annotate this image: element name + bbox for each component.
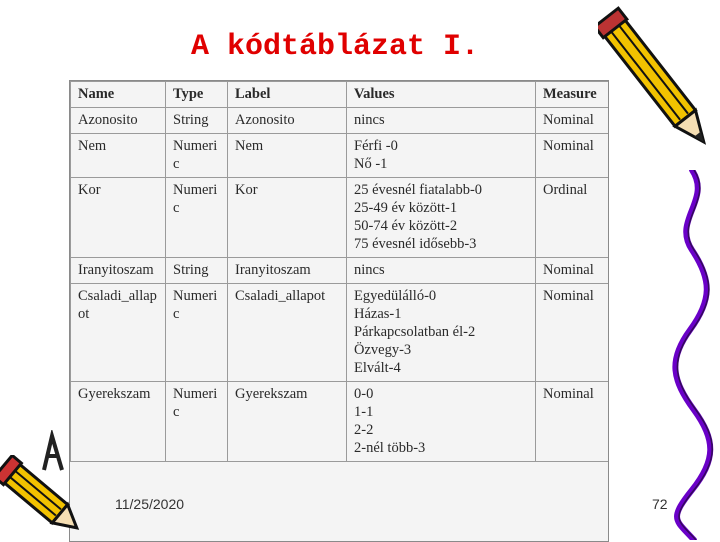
cell-name: Gyerekszam — [71, 382, 166, 462]
table-row — [71, 134, 609, 178]
cell-label: Nem — [228, 134, 347, 178]
cell-label: Azonosito — [228, 108, 347, 134]
squiggle-decoration-icon — [672, 170, 720, 540]
cell-measure: Nominal — [536, 382, 609, 462]
cell-measure: Nominal — [536, 134, 609, 178]
cell-type: Numeric — [166, 284, 228, 382]
page-number: 72 — [652, 496, 668, 512]
cell-name: Nem — [71, 134, 166, 178]
cell-label: Gyerekszam — [228, 382, 347, 462]
pencil-icon — [598, 0, 718, 170]
cell-label: Iranyitoszam — [228, 258, 347, 284]
header-values: Values — [347, 82, 536, 108]
slide-title: A kódtáblázat I. — [190, 30, 480, 64]
cell-values: 25 évesnél fiatalabb-0 25-49 év között-1 50-74 év között-2 75 évesnél idősebb-3 — [347, 178, 536, 258]
cell-type: Numeric — [166, 178, 228, 258]
cell-name: Iranyitoszam — [71, 258, 166, 284]
header-measure: Measure — [536, 82, 609, 108]
code-table — [70, 81, 609, 462]
cell-label: Csaladi_allapot — [228, 284, 347, 382]
cell-values: Férfi -0 Nő -1 — [347, 134, 536, 178]
table-row — [71, 258, 609, 284]
table-header-row — [71, 82, 609, 108]
table-row — [71, 108, 609, 134]
cell-measure: Nominal — [536, 108, 609, 134]
cell-values: 0-0 1-1 2-2 2-nél több-3 — [347, 382, 536, 462]
cell-measure: Ordinal — [536, 178, 609, 258]
cell-label: Kor — [228, 178, 347, 258]
cell-measure: Nominal — [536, 258, 609, 284]
cell-type: Numeric — [166, 382, 228, 462]
cell-measure: Nominal — [536, 284, 609, 382]
table-row — [71, 284, 609, 382]
code-table-container — [69, 80, 609, 542]
cell-name: Azonosito — [71, 108, 166, 134]
header-type: Type — [166, 82, 228, 108]
table-row — [71, 382, 609, 462]
footer-date: 11/25/2020 — [115, 496, 185, 512]
cell-name: Csaladi_allapot — [71, 284, 166, 382]
header-name: Name — [71, 82, 166, 108]
cell-type: String — [166, 108, 228, 134]
cell-name: Kor — [71, 178, 166, 258]
decorative-mark-icon — [40, 430, 68, 475]
cell-type: Numeric — [166, 134, 228, 178]
table-row — [71, 178, 609, 258]
cell-values: Egyedülálló-0 Házas-1 Párkapcsolatban él-2 Özvegy-3 Elvált-4 — [347, 284, 536, 382]
cell-type: String — [166, 258, 228, 284]
header-label: Label — [228, 82, 347, 108]
cell-values: nincs — [347, 108, 536, 134]
cell-values: nincs — [347, 258, 536, 284]
